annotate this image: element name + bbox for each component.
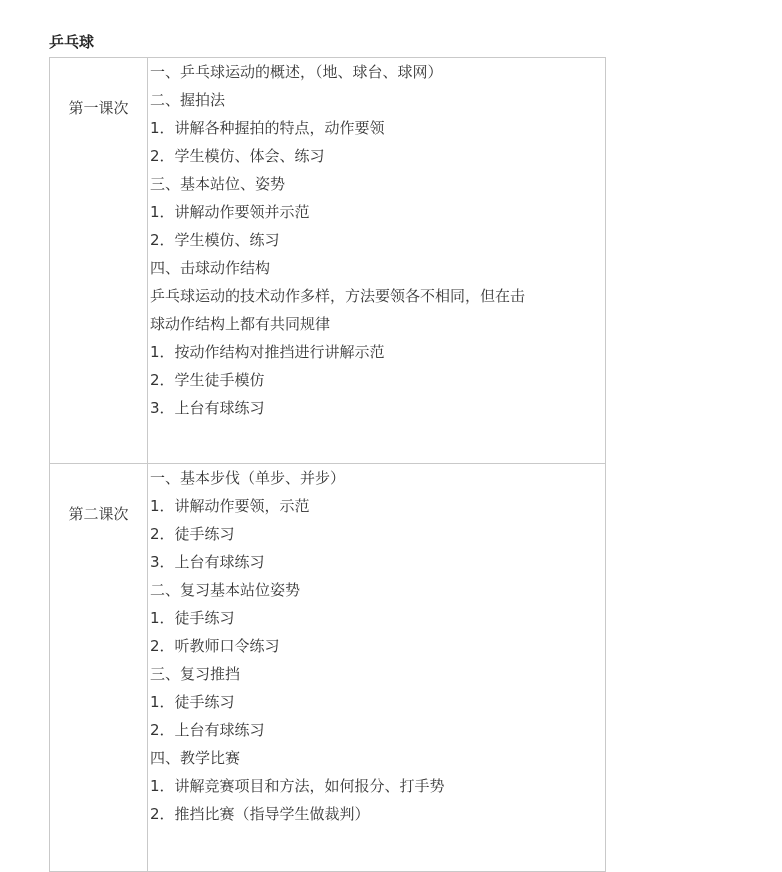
content-line: 1．讲解动作要领并示范	[150, 203, 310, 221]
session-content	[148, 464, 606, 872]
content-line: 1．讲解动作要领，示范	[150, 497, 310, 515]
content-line: 三、基本站位、姿势	[150, 175, 286, 193]
content-line: 1．按动作结构对推挡进行讲解示范	[150, 343, 385, 361]
content-line: 3．上台有球练习	[150, 553, 265, 571]
content-line: 1．讲解各种握拍的特点，动作要领	[150, 119, 385, 137]
content-line: 2．学生徒手模仿	[150, 371, 265, 389]
content-line: 四、击球动作结构	[150, 259, 271, 277]
content-line: 二、复习基本站位姿势	[150, 581, 301, 599]
session-label: 第二课次	[50, 464, 148, 872]
content-line: 乒乓球运动的技术动作多样，方法要领各不相同，但在击	[150, 287, 526, 305]
content-line: 球动作结构上都有共同规律	[150, 315, 331, 333]
content-line: 2．学生模仿、练习	[150, 231, 280, 249]
content-line: 3．上台有球练习	[150, 399, 265, 417]
content-line: 1．徒手练习	[150, 693, 235, 711]
content-line: 2．学生模仿、体会、练习	[150, 147, 325, 165]
content-line: 2．推挡比赛（指导学生做裁判）	[150, 805, 370, 823]
content-line: 2．听教师口令练习	[150, 637, 280, 655]
content-line: 二、握拍法	[150, 91, 226, 109]
content-line: 一、乒乓球运动的概述，（地、球台、球网）	[150, 63, 443, 81]
lesson-row	[50, 58, 606, 464]
content-line: 1．讲解竞赛项目和方法，如何报分、打手势	[150, 777, 445, 795]
content-line: 1．徒手练习	[150, 609, 235, 627]
content-line: 一、基本步伐（单步、并步）	[150, 469, 346, 487]
content-line: 四、教学比赛	[150, 749, 241, 767]
session-content	[148, 58, 606, 464]
lesson-row	[50, 464, 606, 872]
lesson-table	[49, 57, 606, 872]
content-line: 2．徒手练习	[150, 525, 235, 543]
content-line: 2．上台有球练习	[150, 721, 265, 739]
page-title: 乒乓球	[49, 33, 95, 51]
session-label: 第一课次	[50, 58, 148, 464]
content-line: 三、复习推挡	[150, 665, 241, 683]
